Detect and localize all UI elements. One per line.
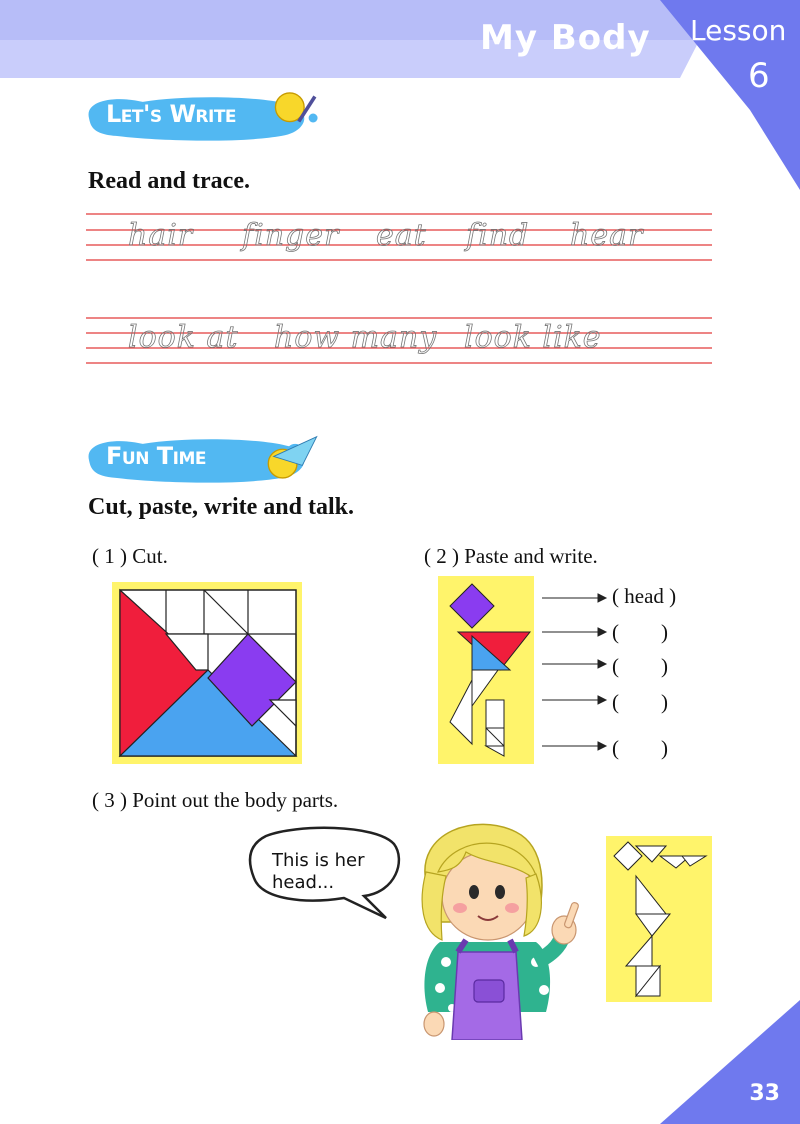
trace-word-find: find [466, 218, 530, 253]
fun-time-label: Fun Time [106, 442, 207, 470]
trace-word-hair: hair [128, 218, 194, 253]
tangram-figure-paste [438, 576, 534, 764]
lets-write-label: Let's Write [106, 100, 237, 128]
blank-2[interactable]: ( ) [612, 620, 668, 644]
pointer-arrows [540, 588, 610, 758]
trace-word-look-like: look like [464, 320, 602, 355]
speech-text: This is her head... [272, 850, 365, 893]
lesson-label: Lesson [690, 14, 787, 47]
blank-4[interactable]: ( ) [612, 690, 668, 714]
page-number: 33 [749, 1081, 780, 1106]
step-1-label: ( 1 ) Cut. [92, 544, 168, 568]
lesson-number: 6 [748, 56, 770, 96]
trace-word-look-at: look at [128, 320, 239, 355]
step-3-label: ( 3 ) Point out the body parts. [92, 788, 339, 812]
tangram-square [112, 582, 302, 764]
fun-time-instruction: Cut, paste, write and talk. [88, 494, 355, 520]
trace-word-how-many: how many [274, 320, 438, 355]
step-2-label: ( 2 ) Paste and write. [424, 544, 598, 568]
blank-3[interactable]: ( ) [612, 654, 668, 678]
lets-write-instruction: Read and trace. [88, 168, 250, 194]
tangram-figure-talk [606, 836, 712, 1002]
girl-illustration [396, 812, 596, 1040]
trace-word-hear: hear [570, 218, 644, 253]
unit-title: My Body [480, 18, 651, 58]
trace-word-eat: eat [376, 218, 427, 253]
blank-5[interactable]: ( ) [612, 736, 668, 760]
blank-head: ( head ) [612, 584, 677, 608]
trace-word-finger: finger [242, 218, 340, 253]
